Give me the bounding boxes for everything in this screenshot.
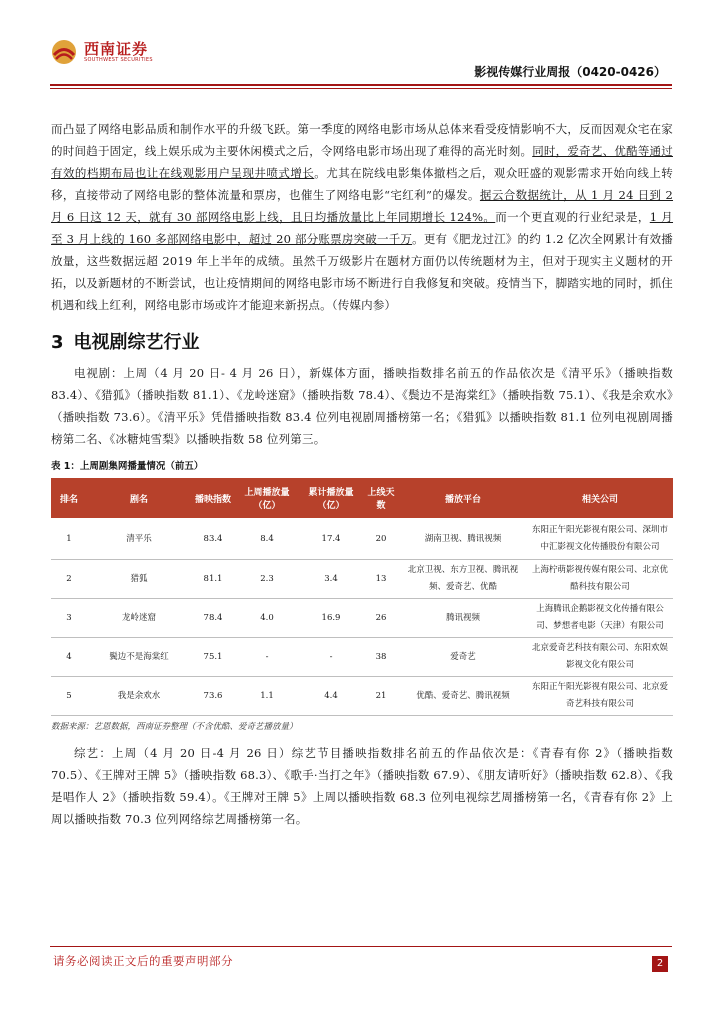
table-body [51,519,673,716]
table-cell: 上海腾讯企鹅影视文化传播有限公司、梦想者电影（天津）有限公司 [527,599,673,638]
header-divider-thin [50,88,672,89]
table-cell: 16.9 [299,599,363,638]
table-source-note: 数据来源：艺恩数据，西南证券整理（不含优酷、爱奇艺播放量） [51,722,298,732]
underlined-text: 1 月至 3 月上线的 160 多部网络电影中，超过 20 部分账票房突破一千万 [51,210,674,246]
table-header-cell: 剧名 [87,478,191,519]
table-cell: - [235,638,299,677]
logo-name-en: SOUTHWEST SECURITIES [84,56,153,63]
table-cell: 83.4 [191,519,235,560]
table-cell: 78.4 [191,599,235,638]
drama-ranking-table [51,478,673,716]
logo-name-cn: 西南证券 [84,39,149,58]
table-cell: 26 [363,599,399,638]
table-cell: 北京卫视、东方卫视、腾讯视频、爱奇艺、优酷 [399,560,527,599]
table-cell: 北京爱奇艺科技有限公司、东阳欢娱影视文化有限公司 [527,638,673,677]
table-cell: 1 [51,519,87,560]
table-cell: 81.1 [191,560,235,599]
logo-emblem-icon [50,38,78,66]
table-cell: 上海柠萌影视传媒有限公司、北京优酷科技有限公司 [527,560,673,599]
table-cell: - [299,638,363,677]
page-header [0,0,724,92]
table-header-cell: 上线天数 [363,478,399,519]
text-run: 。更有《肥龙过江》的约 1.2 亿次全网累计有效播放量，这些数据远超 2019 年上半年的成绩。虽然千万级影片在题材方面仍以传统题材为主，但对于现实主义题材的开拓，以及新题材的不断尝试，也让疫情期间的网络电影市场不断进行自我修复和突破。疫情当下，脚踏实地的同时，抓住机遇和线上红利，网络电影市场或许才能迎来新拐点。（传媒内参） [51,232,673,312]
header-divider [50,84,672,86]
text-run: 。尤其在院线电影集体撤档之后，观众旺盛的观影需求开始向线上转移，直接带动了网络电影的整体流量和票房，也催生了网络电影“宅红利”的爆发。 [51,166,673,202]
table-cell: 3.4 [299,560,363,599]
table-cell: 爱奇艺 [399,638,527,677]
table-row [51,560,673,599]
table-cell: 8.4 [235,519,299,560]
table-cell: 龙岭迷窟 [87,599,191,638]
table-cell: 17.4 [299,519,363,560]
section-title: 电视剧综艺行业 [73,332,200,353]
company-logo [50,38,153,66]
paragraph-variety: 综艺：上周（4 月 20 日-4 月 26 日）综艺节目播映指数排名前五的作品依次是：《青春有你 2》（播映指数 70.5）、《王牌对王牌 5》（播映指数 68.3）、《歌手·当打之年》（播映指数 67.9）、《朋友请听好》（播映指数 62.8）、《我是唱作人 2》（播映指数 59.4）。《王牌对王牌 5》上周以播映指数 68.3 位列电视综艺周播榜第一名，《青春有你 2》上周以播映指数 70.3 位列网络综艺周播榜第一名。 [51,746,673,826]
table-cell: 2 [51,560,87,599]
table-cell: 东阳正午阳光影视有限公司、北京爱奇艺科技有限公司 [527,677,673,716]
table-cell: 20 [363,519,399,560]
table-cell: 73.6 [191,677,235,716]
table-header-cell: 相关公司 [527,478,673,519]
page-number: 2 [652,956,668,972]
table-cell: 4 [51,638,87,677]
section-heading [51,328,673,354]
table-cell: 2.3 [235,560,299,599]
paragraph-online-film [51,118,673,316]
text-run: 而一个更直观的行业纪录是， [495,210,650,224]
underlined-text: 同时，爱奇艺、优酷等通过有效的档期布局也让在线观影用户呈现井喷式增长 [51,144,673,180]
table-cell: 湖南卫视、腾讯视频 [399,519,527,560]
table-cell: 我是余欢水 [87,677,191,716]
table-header-cell: 播放平台 [399,478,527,519]
text-run: 而凸显了网络电影品质和制作水平的升级飞跃。第一季度的网络电影市场从总体来看受疫情影响不大，反而因观众宅在家的时间趋于固定，线上娱乐成为主要休闲模式之后，令网络电影市场出现了难得的高光时刻。 [51,122,673,158]
table-row [51,638,673,677]
main-content [51,118,673,830]
table-cell: 75.1 [191,638,235,677]
table-caption: 表 1：上周剧集网播量情况（前五） [51,461,204,472]
footer-disclaimer: 请务必阅读正文后的重要声明部分 [53,954,233,968]
table-cell: 猎狐 [87,560,191,599]
table-header-cell: 排名 [51,478,87,519]
table-header-cell: 播映指数 [191,478,235,519]
table-header-cell: 累计播放量（亿） [299,478,363,519]
table-cell: 腾讯视频 [399,599,527,638]
paragraph-tv-drama: 电视剧：上周（4 月 20 日- 4 月 26 日），新媒体方面，播映指数排名前五的作品依次是《清平乐》（播映指数 83.4）、《猎狐》（播映指数 81.1）、《龙岭迷窟》（播映指数 78.4）、《鬓边不是海棠红》（播映指数 75.1）、《我是余欢水》（播映指数 73.6）。《清平乐》凭借播映指数 83.4 位列电视剧周播榜第一名；《猎狐》以播映指数 81.1 位列电视剧周播榜第二名、《冰糖炖雪梨》以播映指数 58 位列第三。 [51,366,673,446]
table-cell: 13 [363,560,399,599]
table-row [51,519,673,560]
table-cell: 38 [363,638,399,677]
table-cell: 优酷、爱奇艺、腾讯视频 [399,677,527,716]
table-cell: 21 [363,677,399,716]
table-header-cell: 上周播放量（亿） [235,478,299,519]
table-cell: 4.0 [235,599,299,638]
table-row [51,677,673,716]
table-row [51,599,673,638]
report-title: 影视传媒行业周报（0420-0426） [474,65,666,79]
table-cell: 5 [51,677,87,716]
footer-divider [50,946,672,947]
table-cell: 鬓边不是海棠红 [87,638,191,677]
table-cell: 东阳正午阳光影视有限公司、深圳市中汇影视文化传播股份有限公司 [527,519,673,560]
table-header-row [51,478,673,519]
table-cell: 4.4 [299,677,363,716]
table-cell: 清平乐 [87,519,191,560]
section-number: 3 [51,332,64,353]
table-cell: 1.1 [235,677,299,716]
underlined-text: 据云合数据统计，从 1 月 24 日到 2 月 6 日这 12 天，就有 30 部网络电影上线，且日均播放量比上年同期增长 124%。 [51,188,674,224]
table-cell: 3 [51,599,87,638]
